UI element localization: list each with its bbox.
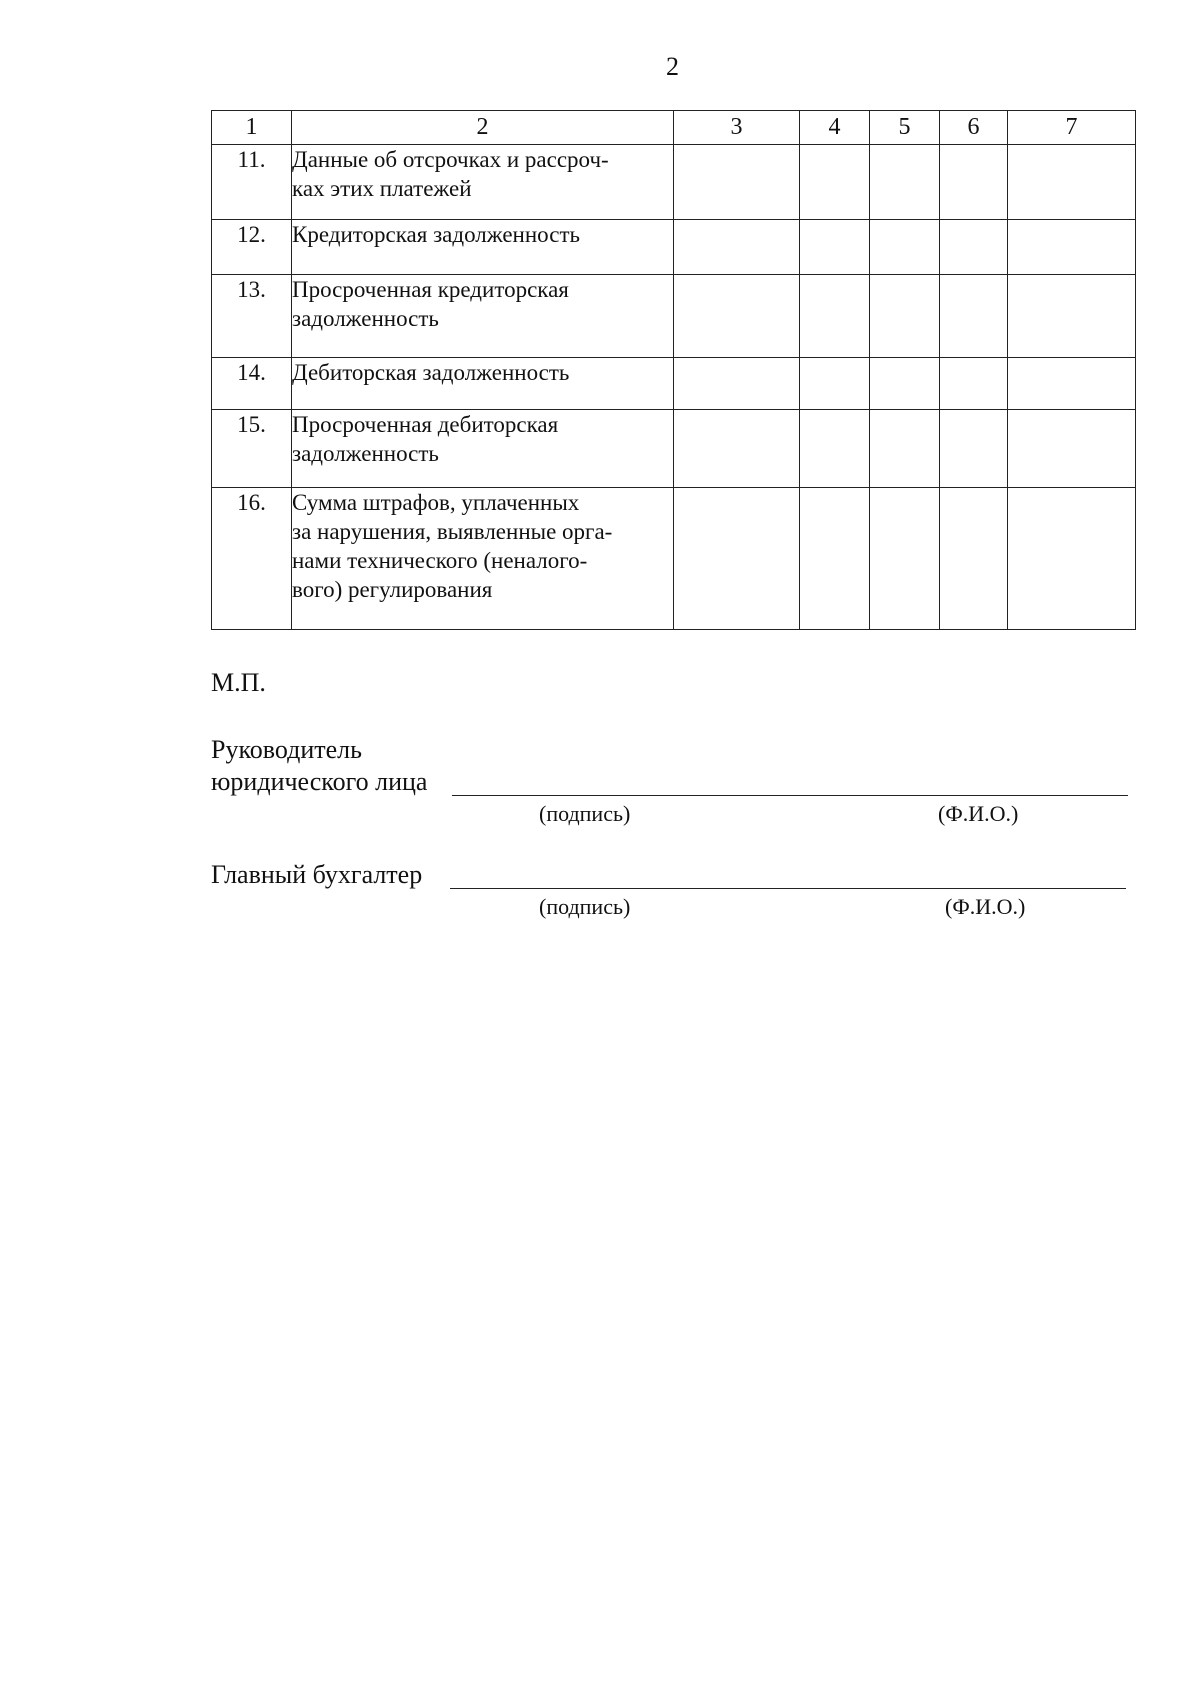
- table-row: [212, 358, 1136, 410]
- value-cell: [674, 358, 800, 410]
- row-description: [292, 275, 674, 358]
- row-number: 14.: [212, 358, 292, 410]
- value-cell: [800, 488, 870, 630]
- value-cell: [1008, 410, 1136, 488]
- value-cell: [940, 220, 1008, 275]
- value-cell: [674, 410, 800, 488]
- row-description: [292, 145, 674, 220]
- row-description: [292, 410, 674, 488]
- value-cell: [940, 410, 1008, 488]
- row-number: 16.: [212, 488, 292, 630]
- description-line: Просроченная кредиторская: [292, 277, 569, 302]
- description-line: задолженность: [292, 441, 439, 466]
- value-cell: [1008, 145, 1136, 220]
- table-header-row: [212, 111, 1136, 145]
- column-header: 6: [940, 111, 1008, 145]
- stamp-place-label: М.П.: [211, 668, 266, 697]
- report-table: [211, 110, 1136, 630]
- row-description: [292, 220, 674, 275]
- column-header: 3: [674, 111, 800, 145]
- row-number: 13.: [212, 275, 292, 358]
- value-cell: [870, 220, 940, 275]
- description-line: Данные об отсрочках и рассроч-: [292, 147, 609, 172]
- accountant-name-caption: (Ф.И.О.): [945, 894, 1026, 919]
- value-cell: [800, 410, 870, 488]
- description-line: Дебиторская задолженность: [292, 360, 570, 385]
- column-header: 4: [800, 111, 870, 145]
- value-cell: [870, 275, 940, 358]
- value-cell: [1008, 358, 1136, 410]
- head-signature-caption: (подпись): [539, 801, 631, 826]
- head-title-label: Руководитель: [211, 735, 362, 764]
- row-number: 12.: [212, 220, 292, 275]
- description-line: Просроченная дебиторская: [292, 412, 559, 437]
- value-cell: [674, 275, 800, 358]
- column-header: 2: [292, 111, 674, 145]
- value-cell: [800, 275, 870, 358]
- table-row: [212, 410, 1136, 488]
- value-cell: [870, 488, 940, 630]
- value-cell: [940, 275, 1008, 358]
- description-line: ках этих платежей: [292, 176, 472, 201]
- row-description: [292, 358, 674, 410]
- value-cell: [940, 145, 1008, 220]
- value-cell: [1008, 488, 1136, 630]
- column-header: 1: [212, 111, 292, 145]
- head-entity-label: юридического лица: [211, 767, 428, 796]
- value-cell: [1008, 220, 1136, 275]
- column-header: 5: [870, 111, 940, 145]
- table-row: [212, 488, 1136, 630]
- value-cell: [870, 358, 940, 410]
- row-number: 11.: [212, 145, 292, 220]
- value-cell: [1008, 275, 1136, 358]
- description-line: нами технического (неналого-: [292, 548, 588, 573]
- value-cell: [674, 145, 800, 220]
- accountant-signature-line: [450, 888, 1126, 889]
- row-number: 15.: [212, 410, 292, 488]
- value-cell: [870, 145, 940, 220]
- accountant-signature-caption: (подпись): [539, 894, 631, 919]
- head-signature-line: [452, 795, 1128, 796]
- accountant-label: Главный бухгалтер: [211, 860, 423, 889]
- head-name-caption: (Ф.И.О.): [938, 801, 1019, 826]
- description-line: Сумма штрафов, уплаченных: [292, 490, 580, 515]
- column-header: 7: [1008, 111, 1136, 145]
- value-cell: [940, 488, 1008, 630]
- row-description: [292, 488, 674, 630]
- value-cell: [800, 145, 870, 220]
- table-row: [212, 275, 1136, 358]
- value-cell: [940, 358, 1008, 410]
- value-cell: [674, 220, 800, 275]
- table-row: [212, 145, 1136, 220]
- description-line: задолженность: [292, 306, 439, 331]
- table-row: [212, 220, 1136, 275]
- description-line: Кредиторская задолженность: [292, 222, 580, 247]
- value-cell: [800, 220, 870, 275]
- description-line: вого) регулирования: [292, 577, 493, 602]
- value-cell: [870, 410, 940, 488]
- page-number: 2: [666, 52, 679, 81]
- value-cell: [674, 488, 800, 630]
- value-cell: [800, 358, 870, 410]
- description-line: за нарушения, выявленные орга-: [292, 519, 613, 544]
